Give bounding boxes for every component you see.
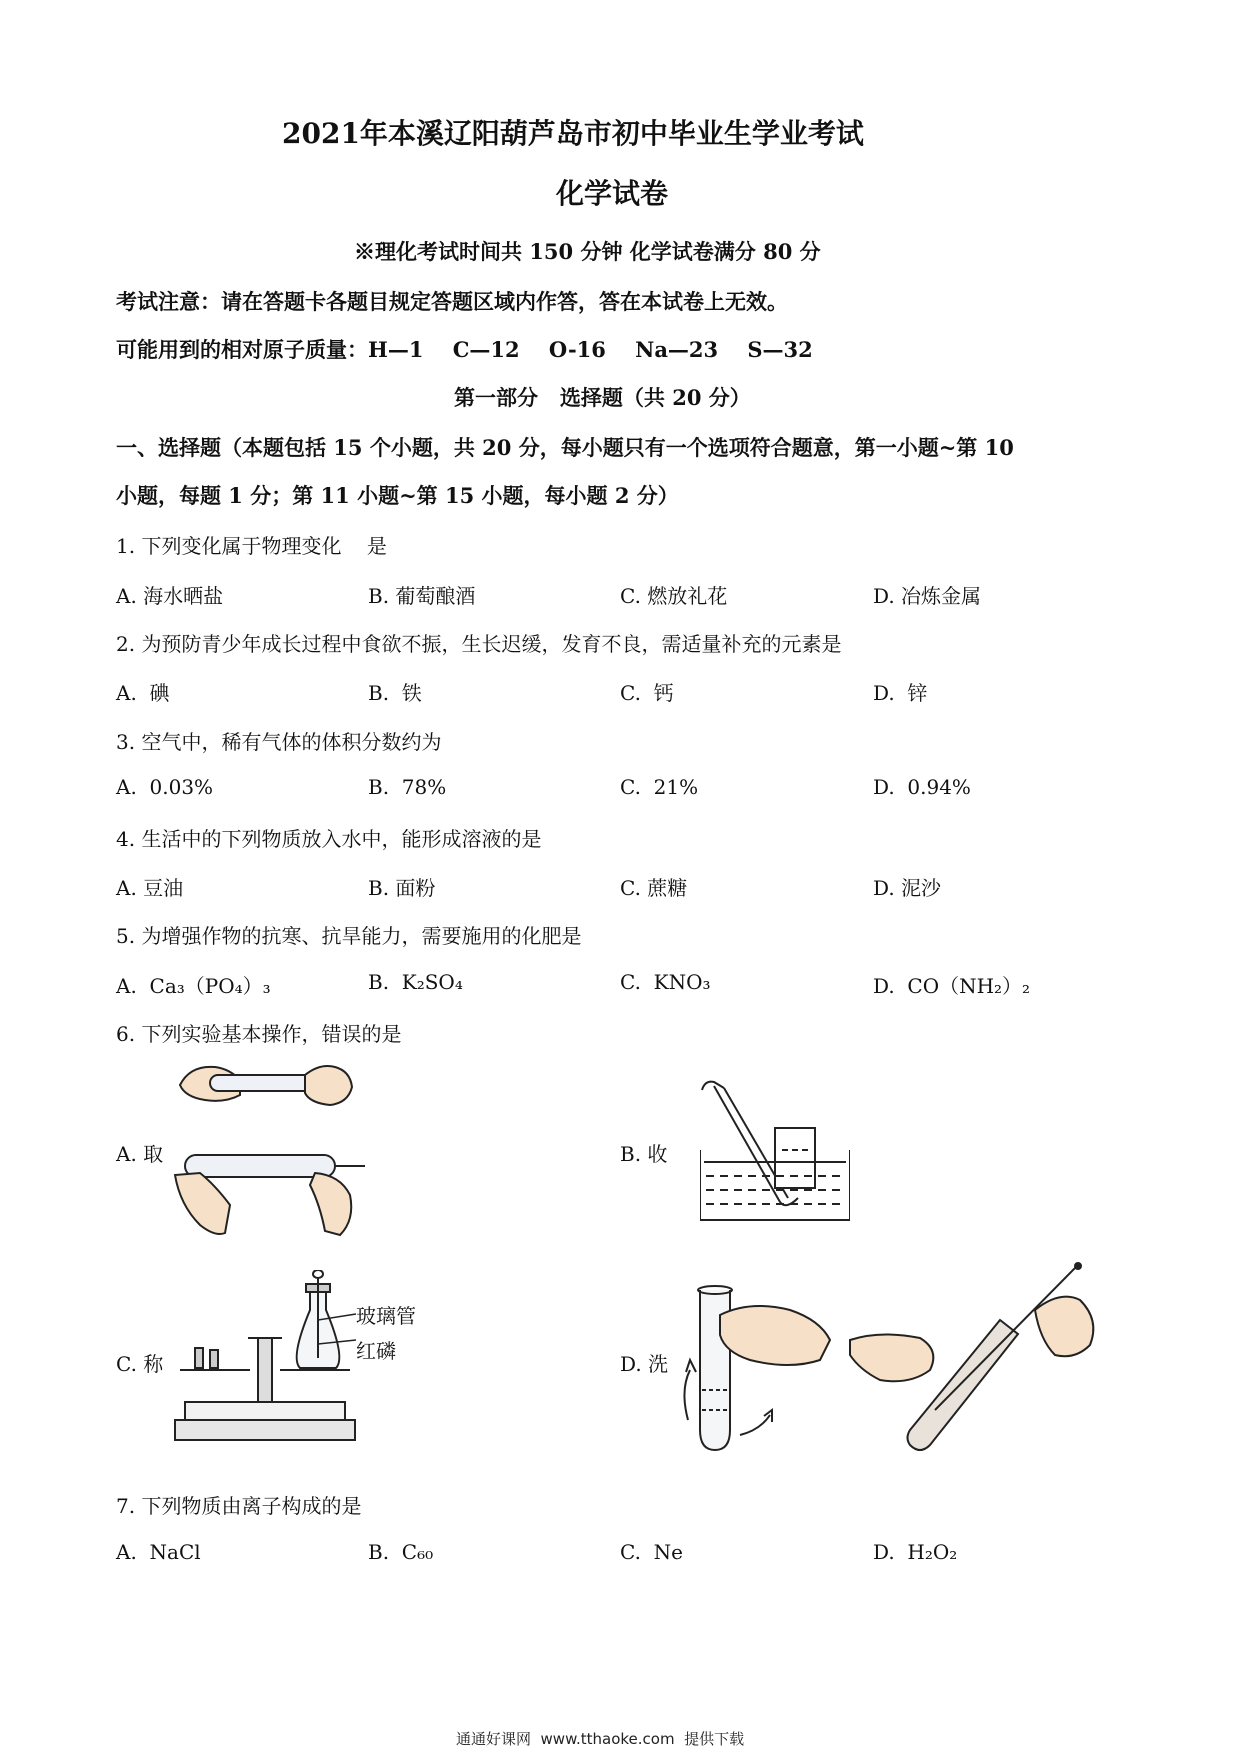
option-d: D. 冶炼金属 [873,584,982,608]
option-d: D. 锌 [873,681,928,705]
option-b: B. 面粉 [368,876,436,900]
option-a: A. 碘 [116,681,170,705]
figure-d-washing [680,1260,1110,1460]
question-stem: 3. 空气中，稀有气体的体积分数约为 [116,730,442,754]
option-a: A. Ca₃（PO₄）₃ [116,974,271,998]
time-note: ※理化考试时间共 150 分钟 化学试卷满分 80 分 [354,239,821,264]
figure-a-dropper-hands [170,1055,370,1245]
option-a: A. NaCl [116,1540,201,1564]
option-b: B. 收 [620,1142,668,1166]
exam-subtitle: 化学试卷 [556,177,669,210]
question-stem: 7. 下列物质由离子构成的是 [116,1494,362,1518]
exam-title: 2021年本溪辽阳葫芦岛市初中毕业生学业考试 [282,117,864,150]
option-b: B. C₆₀ [368,1540,434,1564]
option-b: B. 铁 [368,681,422,705]
section-instructions-line2: 小题，每题 1 分；第 11 小题~第 15 小题，每小题 2 分） [116,483,679,508]
atomic-mass-line: 可能用到的相对原子质量：H—1 C—12 O-16 Na—23 S—32 [116,337,813,362]
red-phosphorus-label: 红磷 [356,1339,396,1363]
figure-b-gas-collection [700,1080,850,1225]
question-stem: 5. 为增强作物的抗寒、抗旱能力，需要施用的化肥是 [116,924,582,948]
page-footer: 通通好课网 www.tthaoke.com 提供下载 [456,1730,745,1748]
option-c: C. 蔗糖 [620,876,688,900]
question-stem: 4. 生活中的下列物质放入水中，能形成溶液的是 [116,827,542,851]
option-d: D. 泥沙 [873,876,942,900]
question-stem: 1. 下列变化属于物理变化 是 [116,534,387,558]
option-c: C. 21% [620,775,699,799]
option-c: C. 钙 [620,681,674,705]
label-leader-lines [318,1310,358,1350]
option-d: D. 洗 [620,1352,669,1376]
option-b: B. 78% [368,775,447,799]
option-a: A. 0.03% [116,775,214,799]
option-c: C. Ne [620,1540,683,1564]
part-heading: 第一部分 选择题（共 20 分） [454,385,751,410]
question-stem: 6. 下列实验基本操作，错误的是 [116,1022,402,1046]
option-b: B. K₂SO₄ [368,970,463,994]
option-d: D. CO（NH₂）₂ [873,974,1031,998]
section-instructions-line1: 一、选择题（本题包括 15 个小题，共 20 分，每小题只有一个选项符合题意，第一小题~第 10 [116,435,1014,460]
option-a: A. 海水晒盐 [116,584,224,608]
option-c: C. 称 [116,1352,164,1376]
exam-notice: 考试注意：请在答题卡各题目规定答题区域内作答，答在本试卷上无效。 [116,289,788,314]
glass-tube-label: 玻璃管 [356,1304,416,1328]
option-a: A. 豆油 [116,876,184,900]
question-stem: 2. 为预防青少年成长过程中食欲不振，生长迟缓，发育不良，需适量补充的元素是 [116,632,842,656]
option-c: C. KNO₃ [620,970,711,994]
option-c: C. 燃放礼花 [620,584,728,608]
option-b: B. 葡萄酿酒 [368,584,476,608]
figure-c-balance [170,1270,360,1450]
option-a: A. 取 [116,1142,164,1166]
option-d: D. 0.94% [873,775,971,799]
option-d: D. H₂O₂ [873,1540,958,1564]
